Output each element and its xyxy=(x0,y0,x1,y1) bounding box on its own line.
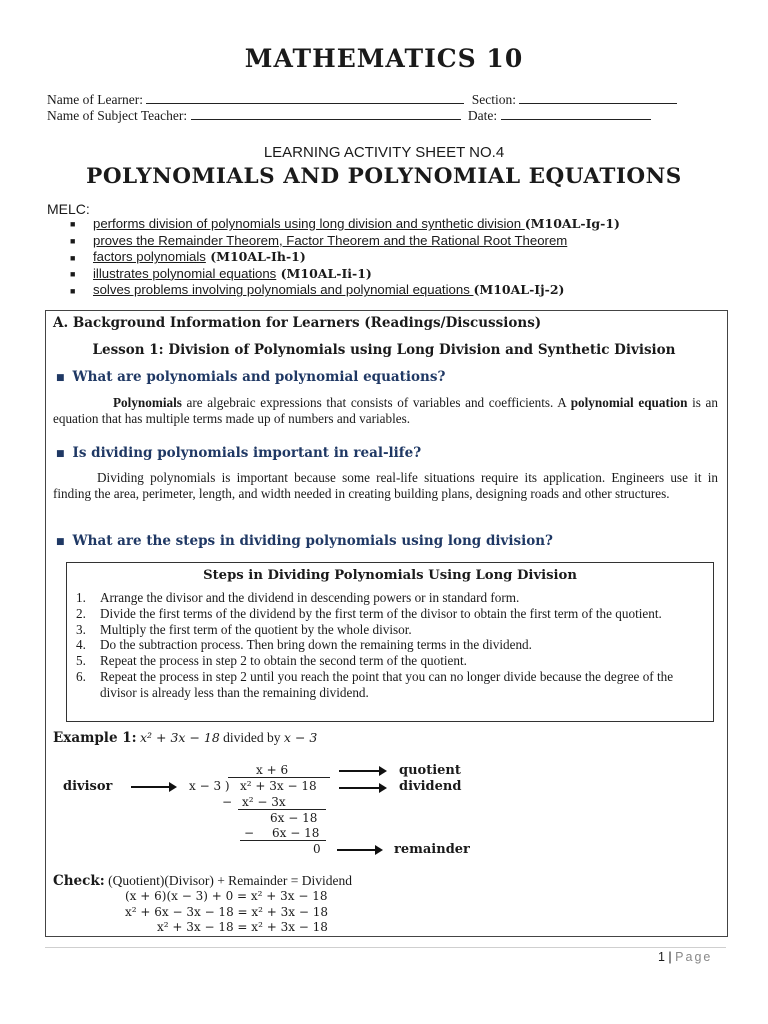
teacher-label: Name of Subject Teacher: xyxy=(47,108,188,123)
lesson-title: Lesson 1: Division of Polynomials using Long Division and Synthetic Division xyxy=(92,342,676,358)
divisor-label: divisor xyxy=(63,779,113,794)
section-field[interactable] xyxy=(519,92,677,104)
bullet-icon: ■ xyxy=(70,219,76,230)
divisor-arrow-icon xyxy=(131,786,171,788)
learner-name-field[interactable] xyxy=(146,92,464,104)
melc-code: (M10AL-Ig-1) xyxy=(524,216,620,231)
activity-sheet-label: LEARNING ACTIVITY SHEET NO.4 xyxy=(263,144,505,161)
step-number: 5. xyxy=(76,653,86,669)
melc-code: (M10AL-Ij-2) xyxy=(473,282,565,298)
check-line-1: (x + 6)(x − 3) + 0 = x² + 3x − 18 xyxy=(125,889,328,903)
question-text: What are the steps in dividing polynomials using long division? xyxy=(72,533,553,549)
melc-list xyxy=(70,216,620,299)
minus-sign-2: − xyxy=(244,826,255,840)
example-divisor-expr: x − 3 xyxy=(283,730,318,745)
step-text: Repeat the process in step 2 until you reach the point that you can no longer divide because the degree of the divisor is already less than the remaining dividend. xyxy=(100,668,674,700)
paragraph-1 xyxy=(53,395,718,427)
footer-divider xyxy=(45,947,726,948)
remainder-label: remainder xyxy=(394,842,470,857)
bullet-icon: ■ xyxy=(70,252,76,263)
page-footer xyxy=(658,950,712,964)
melc-code: (M10AL-Ih-1) xyxy=(205,249,306,265)
question-2 xyxy=(56,445,421,461)
term-polynomials: Polynomials xyxy=(113,395,182,410)
question-text: What are polynomials and polynomial equations? xyxy=(72,369,446,385)
steps-list xyxy=(76,590,706,701)
step-item xyxy=(76,622,706,638)
melc-text: performs division of polynomials using long division and synthetic division xyxy=(93,216,525,231)
quotient-arrow-icon xyxy=(339,770,381,772)
step-item xyxy=(76,590,706,606)
teacher-name-field[interactable] xyxy=(191,108,461,120)
bullet-icon: ■ xyxy=(70,236,76,247)
question-1 xyxy=(56,369,445,385)
term-polynomial-equation: polynomial equation xyxy=(570,395,688,410)
paragraph-2: Dividing polynomials is important because some real-life situations require its application. Engineers use it in finding the area, perimeter, length, and width needed in creating building plans, designing roads and other structures. xyxy=(53,470,718,501)
topic-title: POLYNOMIALS AND POLYNOMIAL EQUATIONS xyxy=(86,164,682,189)
subtrahend-1: x² − 3x xyxy=(242,795,286,809)
quotient-label: quotient xyxy=(399,763,461,778)
step-text: Do the subtraction process. Then bring down the remaining terms in the dividend. xyxy=(100,637,532,653)
page-separator: | xyxy=(664,950,676,964)
example-dividend-expr: x² + 3x − 18 xyxy=(139,730,220,745)
step-number: 2. xyxy=(76,605,86,621)
step-text: Repeat the process in step 2 to obtain the second term of the quotient. xyxy=(100,653,467,669)
melc-text: solves problems involving polynomials and polynomial equations xyxy=(93,282,474,298)
bullet-icon: ■ xyxy=(56,372,65,383)
example-mid-text: divided by xyxy=(219,730,284,745)
learner-label: Name of Learner: xyxy=(47,92,143,107)
melc-item xyxy=(70,282,620,299)
melc-text: factors polynomials xyxy=(93,249,206,265)
dividend-arrow-icon xyxy=(339,787,381,789)
step-number: 1. xyxy=(76,590,86,605)
dividend-label: dividend xyxy=(399,779,462,794)
question-3 xyxy=(56,533,553,549)
question-text: Is dividing polynomials important in real-life? xyxy=(72,445,422,461)
section-a-heading: A. Background Information for Learners (Readings/Discussions) xyxy=(53,315,542,331)
check-text: (Quotient)(Divisor) + Remainder = Dividend xyxy=(104,873,353,888)
divisor-expr: x − 3 ) xyxy=(189,779,230,793)
date-label: Date: xyxy=(467,108,498,123)
step-item xyxy=(76,606,706,622)
remainder-arrow-icon xyxy=(337,849,377,851)
example-heading xyxy=(53,730,317,746)
melc-item xyxy=(70,233,620,250)
document-title: MATHEMATICS 10 xyxy=(244,44,524,73)
melc-text: proves the Remainder Theorem, Factor Theorem and the Rational Root Theorem xyxy=(93,232,568,248)
step-number: 3. xyxy=(76,621,86,637)
bullet-icon: ■ xyxy=(70,269,76,280)
teacher-row xyxy=(47,108,651,124)
step-number: 6. xyxy=(76,668,86,684)
bullet-icon: ■ xyxy=(56,536,65,547)
paragraph-text: are algebraic expressions that consists of variables and coefficients. A xyxy=(181,395,571,410)
check-line-2: x² + 6x − 3x − 18 = x² + 3x − 18 xyxy=(125,905,329,919)
page-number: 1 xyxy=(658,950,665,964)
melc-label: MELC: xyxy=(47,201,90,217)
melc-item xyxy=(70,266,620,283)
bullet-icon: ■ xyxy=(56,448,65,459)
step-text: Arrange the divisor and the dividend in descending powers or in standard form. xyxy=(100,590,520,605)
melc-item xyxy=(70,216,620,233)
date-field[interactable] xyxy=(501,108,651,120)
step-text: Divide the first terms of the dividend by the first term of the divisor to obtain the first term of the quotient. xyxy=(100,605,662,621)
subtrahend-2: 6x − 18 xyxy=(272,826,320,840)
steps-title: Steps in Dividing Polynomials Using Long Division xyxy=(203,568,577,583)
remainder-step-1: 6x − 18 xyxy=(270,811,318,825)
subtraction-line-1 xyxy=(238,809,326,810)
quotient-expr: x + 6 xyxy=(256,763,289,777)
dividend-expr: x² + 3x − 18 xyxy=(240,779,317,793)
check-label: Check: xyxy=(53,873,105,889)
melc-text: illustrates polynomial equations xyxy=(93,265,277,281)
step-item xyxy=(76,653,706,669)
division-bar xyxy=(228,777,330,778)
step-number: 4. xyxy=(76,637,86,653)
melc-item xyxy=(70,249,620,266)
example-label: Example 1: xyxy=(53,730,137,746)
step-item xyxy=(76,669,706,701)
bullet-icon: ■ xyxy=(70,285,76,296)
minus-sign-1: − xyxy=(222,795,233,809)
check-line-3: x² + 3x − 18 = x² + 3x − 18 xyxy=(157,920,328,934)
learner-row xyxy=(47,92,677,108)
page-word: Page xyxy=(675,950,713,964)
section-label: Section: xyxy=(471,92,516,107)
subtraction-line-2 xyxy=(240,840,326,841)
final-remainder: 0 xyxy=(313,842,321,856)
step-item xyxy=(76,637,706,653)
paragraph-text: is an equation that has multiple terms made up of numbers and variables. xyxy=(53,395,718,426)
check-heading xyxy=(53,873,352,889)
step-text: Multiply the first term of the quotient by the whole divisor. xyxy=(100,621,412,637)
melc-code: (M10AL-Ii-1) xyxy=(276,265,372,281)
